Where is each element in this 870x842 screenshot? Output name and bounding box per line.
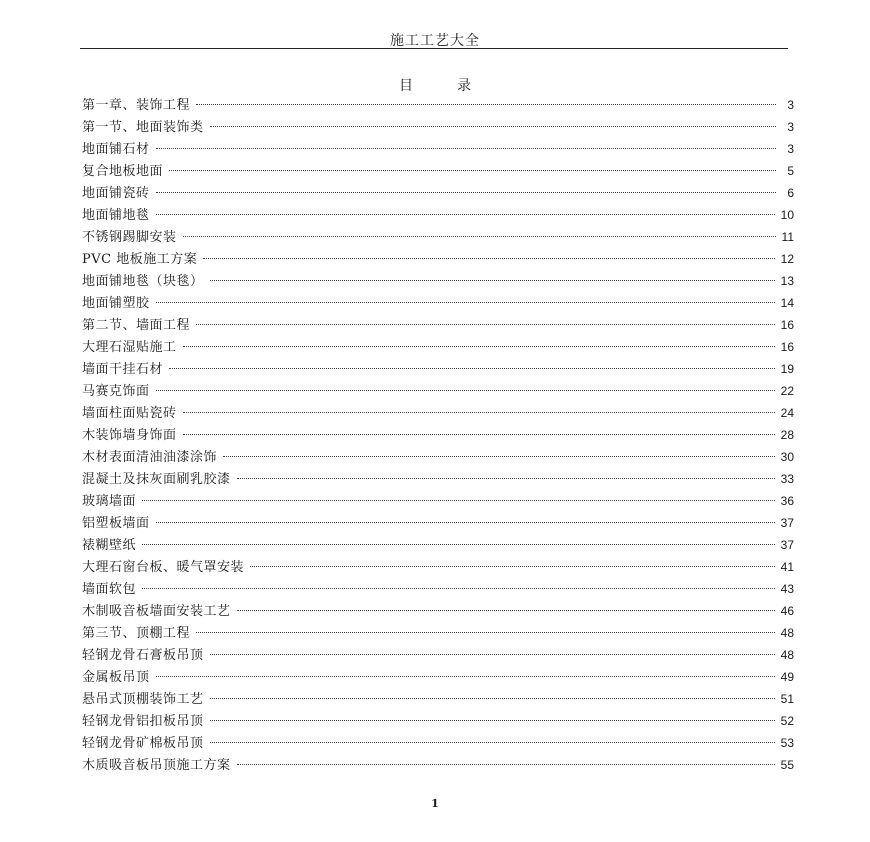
toc-entry-label: 轻钢龙骨铝扣板吊顶 xyxy=(82,714,204,729)
toc-entry-label: 复合地板地面 xyxy=(82,164,164,179)
dot-leader xyxy=(183,236,776,237)
toc-entry-page-number: 10 xyxy=(780,208,794,222)
toc-entry-label: 轻钢龙骨石膏板吊顶 xyxy=(82,648,204,663)
toc-entry-page-number: 41 xyxy=(780,560,794,574)
toc-entry-page-number: 30 xyxy=(780,450,794,464)
toc-entry[interactable] xyxy=(82,534,794,556)
toc-entry[interactable] xyxy=(82,600,794,622)
dot-leader xyxy=(142,544,775,545)
toc-entry-page-number: 13 xyxy=(780,274,794,288)
toc-entry[interactable] xyxy=(82,270,794,292)
toc-title-left: 目 xyxy=(399,78,413,94)
toc-entry[interactable] xyxy=(82,622,794,644)
dot-leader xyxy=(196,324,775,325)
toc-entry-label: 第一章、装饰工程 xyxy=(82,98,191,113)
toc-entry-page-number: 51 xyxy=(780,692,794,706)
toc-entry-label: 铝塑板墙面 xyxy=(82,516,150,531)
toc-entry-page-number: 48 xyxy=(780,648,794,662)
dot-leader xyxy=(210,698,775,699)
toc-entry-page-number: 3 xyxy=(787,120,794,134)
toc-entry[interactable] xyxy=(82,424,794,446)
toc-entry-label: 木制吸音板墙面安装工艺 xyxy=(82,604,231,619)
toc-entry-label: 悬吊式顶棚装饰工艺 xyxy=(82,692,204,707)
toc-entry-page-number: 16 xyxy=(780,340,794,354)
toc-entry-label: 墙面软包 xyxy=(82,582,137,597)
dot-leader xyxy=(210,742,775,743)
dot-leader xyxy=(210,280,775,281)
toc-entry-label: 木装饰墙身饰面 xyxy=(82,428,177,443)
dot-leader xyxy=(237,478,775,479)
dot-leader xyxy=(183,412,775,413)
toc-entry[interactable] xyxy=(82,226,794,248)
toc-entry[interactable] xyxy=(82,182,794,204)
toc-entry-label: 第三节、顶棚工程 xyxy=(82,626,191,641)
toc-entry-page-number: 53 xyxy=(780,736,794,750)
dot-leader xyxy=(210,720,775,721)
dot-leader xyxy=(183,434,775,435)
dot-leader xyxy=(156,522,775,523)
dot-leader xyxy=(210,654,775,655)
toc-entry-label: 墙面干挂石材 xyxy=(82,362,164,377)
toc-entry-page-number: 24 xyxy=(780,406,794,420)
toc-entry-label: 木质吸音板吊顶施工方案 xyxy=(82,758,231,773)
dot-leader xyxy=(142,588,775,589)
dot-leader xyxy=(156,214,775,215)
toc-entry-label: 墙面柱面贴瓷砖 xyxy=(82,406,177,421)
toc-entry-label: 木材表面清油油漆涂饰 xyxy=(82,450,218,465)
toc-entry-label: 玻璃墙面 xyxy=(82,494,137,509)
toc-title-right: 录 xyxy=(457,78,471,94)
toc-entry-page-number: 33 xyxy=(780,472,794,486)
toc-entry-label: 地面铺塑胶 xyxy=(82,296,150,311)
toc-entry-page-number: 46 xyxy=(780,604,794,618)
toc-entry-page-number: 14 xyxy=(780,296,794,310)
toc-entry-page-number: 3 xyxy=(787,142,794,156)
toc-entry[interactable] xyxy=(82,116,794,138)
toc-entry-page-number: 3 xyxy=(787,98,794,112)
dot-leader xyxy=(142,500,775,501)
toc-entry-label: 轻钢龙骨矿棉板吊顶 xyxy=(82,736,204,751)
toc-entry-label: 第二节、墙面工程 xyxy=(82,318,191,333)
page-number: 1 xyxy=(431,797,439,810)
running-header-title: 施工工艺大全 xyxy=(390,33,480,49)
dot-leader xyxy=(223,456,775,457)
toc-entry[interactable] xyxy=(82,644,794,666)
toc-title xyxy=(0,75,870,95)
toc-entry-label: 第一节、地面装饰类 xyxy=(82,120,204,135)
toc-entry[interactable] xyxy=(82,556,794,578)
toc-entry-page-number: 49 xyxy=(780,670,794,684)
toc-entry[interactable] xyxy=(82,94,794,116)
dot-leader xyxy=(250,566,775,567)
toc-entry-label: 地面铺瓷砖 xyxy=(82,186,150,201)
toc-entry-page-number: 11 xyxy=(781,230,794,244)
toc-entry-page-number: 19 xyxy=(780,362,794,376)
toc-entry-label: 不锈钢踢脚安装 xyxy=(82,230,177,245)
toc-entry[interactable] xyxy=(82,160,794,182)
toc-entry-page-number: 16 xyxy=(780,318,794,332)
toc-entry-label: 大理石湿贴施工 xyxy=(82,340,177,355)
toc-entry[interactable] xyxy=(82,732,794,754)
dot-leader xyxy=(237,764,775,765)
toc-entry-page-number: 22 xyxy=(780,384,794,398)
toc-entry-page-number: 43 xyxy=(780,582,794,596)
toc-entry[interactable] xyxy=(82,578,794,600)
dot-leader xyxy=(203,258,774,259)
toc-entry[interactable] xyxy=(82,138,794,160)
toc-entry[interactable] xyxy=(82,490,794,512)
toc-entry-label: 混凝土及抹灰面刷乳胶漆 xyxy=(82,472,231,487)
toc-entry[interactable] xyxy=(82,380,794,402)
dot-leader xyxy=(210,126,776,127)
toc-entry-label: PVC 地板施工方案 xyxy=(82,252,198,267)
toc-entry[interactable] xyxy=(82,292,794,314)
toc-entry[interactable] xyxy=(82,402,794,424)
toc-list xyxy=(82,94,794,776)
toc-entry-label: 地面铺地毯（块毯） xyxy=(82,274,204,289)
toc-entry[interactable] xyxy=(82,688,794,710)
dot-leader xyxy=(196,632,775,633)
toc-entry[interactable] xyxy=(82,754,794,776)
toc-entry-page-number: 6 xyxy=(787,186,794,200)
dot-leader xyxy=(237,610,775,611)
toc-entry-page-number: 28 xyxy=(780,428,794,442)
toc-entry[interactable] xyxy=(82,666,794,688)
toc-entry-label: 金属板吊顶 xyxy=(82,670,150,685)
dot-leader xyxy=(169,368,775,369)
toc-entry-label: 地面铺地毯 xyxy=(82,208,150,223)
toc-entry-page-number: 37 xyxy=(780,538,794,552)
toc-entry-page-number: 5 xyxy=(787,164,794,178)
dot-leader xyxy=(169,170,776,171)
toc-entry[interactable] xyxy=(82,336,794,358)
toc-entry-label: 地面铺石材 xyxy=(82,142,150,157)
toc-entry[interactable] xyxy=(82,710,794,732)
dot-leader xyxy=(156,148,776,149)
toc-entry[interactable] xyxy=(82,314,794,336)
toc-entry-page-number: 48 xyxy=(780,626,794,640)
toc-entry-page-number: 55 xyxy=(780,758,794,772)
toc-entry[interactable] xyxy=(82,358,794,380)
toc-entry-page-number: 12 xyxy=(780,252,794,266)
header-rule xyxy=(80,48,788,49)
dot-leader xyxy=(156,676,775,677)
toc-entry-label: 大理石窗台板、暖气罩安装 xyxy=(82,560,245,575)
toc-entry-page-number: 37 xyxy=(780,516,794,530)
toc-entry-page-number: 52 xyxy=(780,714,794,728)
dot-leader xyxy=(156,192,776,193)
dot-leader xyxy=(196,104,776,105)
toc-entry[interactable] xyxy=(82,468,794,490)
dot-leader xyxy=(156,302,775,303)
dot-leader xyxy=(156,390,775,391)
toc-entry[interactable] xyxy=(82,248,794,270)
toc-entry[interactable] xyxy=(82,512,794,534)
toc-entry[interactable] xyxy=(82,204,794,226)
toc-entry-label: 裱糊壁纸 xyxy=(82,538,137,553)
toc-entry[interactable] xyxy=(82,446,794,468)
toc-entry-label: 马赛克饰面 xyxy=(82,384,150,399)
toc-entry-page-number: 36 xyxy=(780,494,794,508)
dot-leader xyxy=(183,346,775,347)
